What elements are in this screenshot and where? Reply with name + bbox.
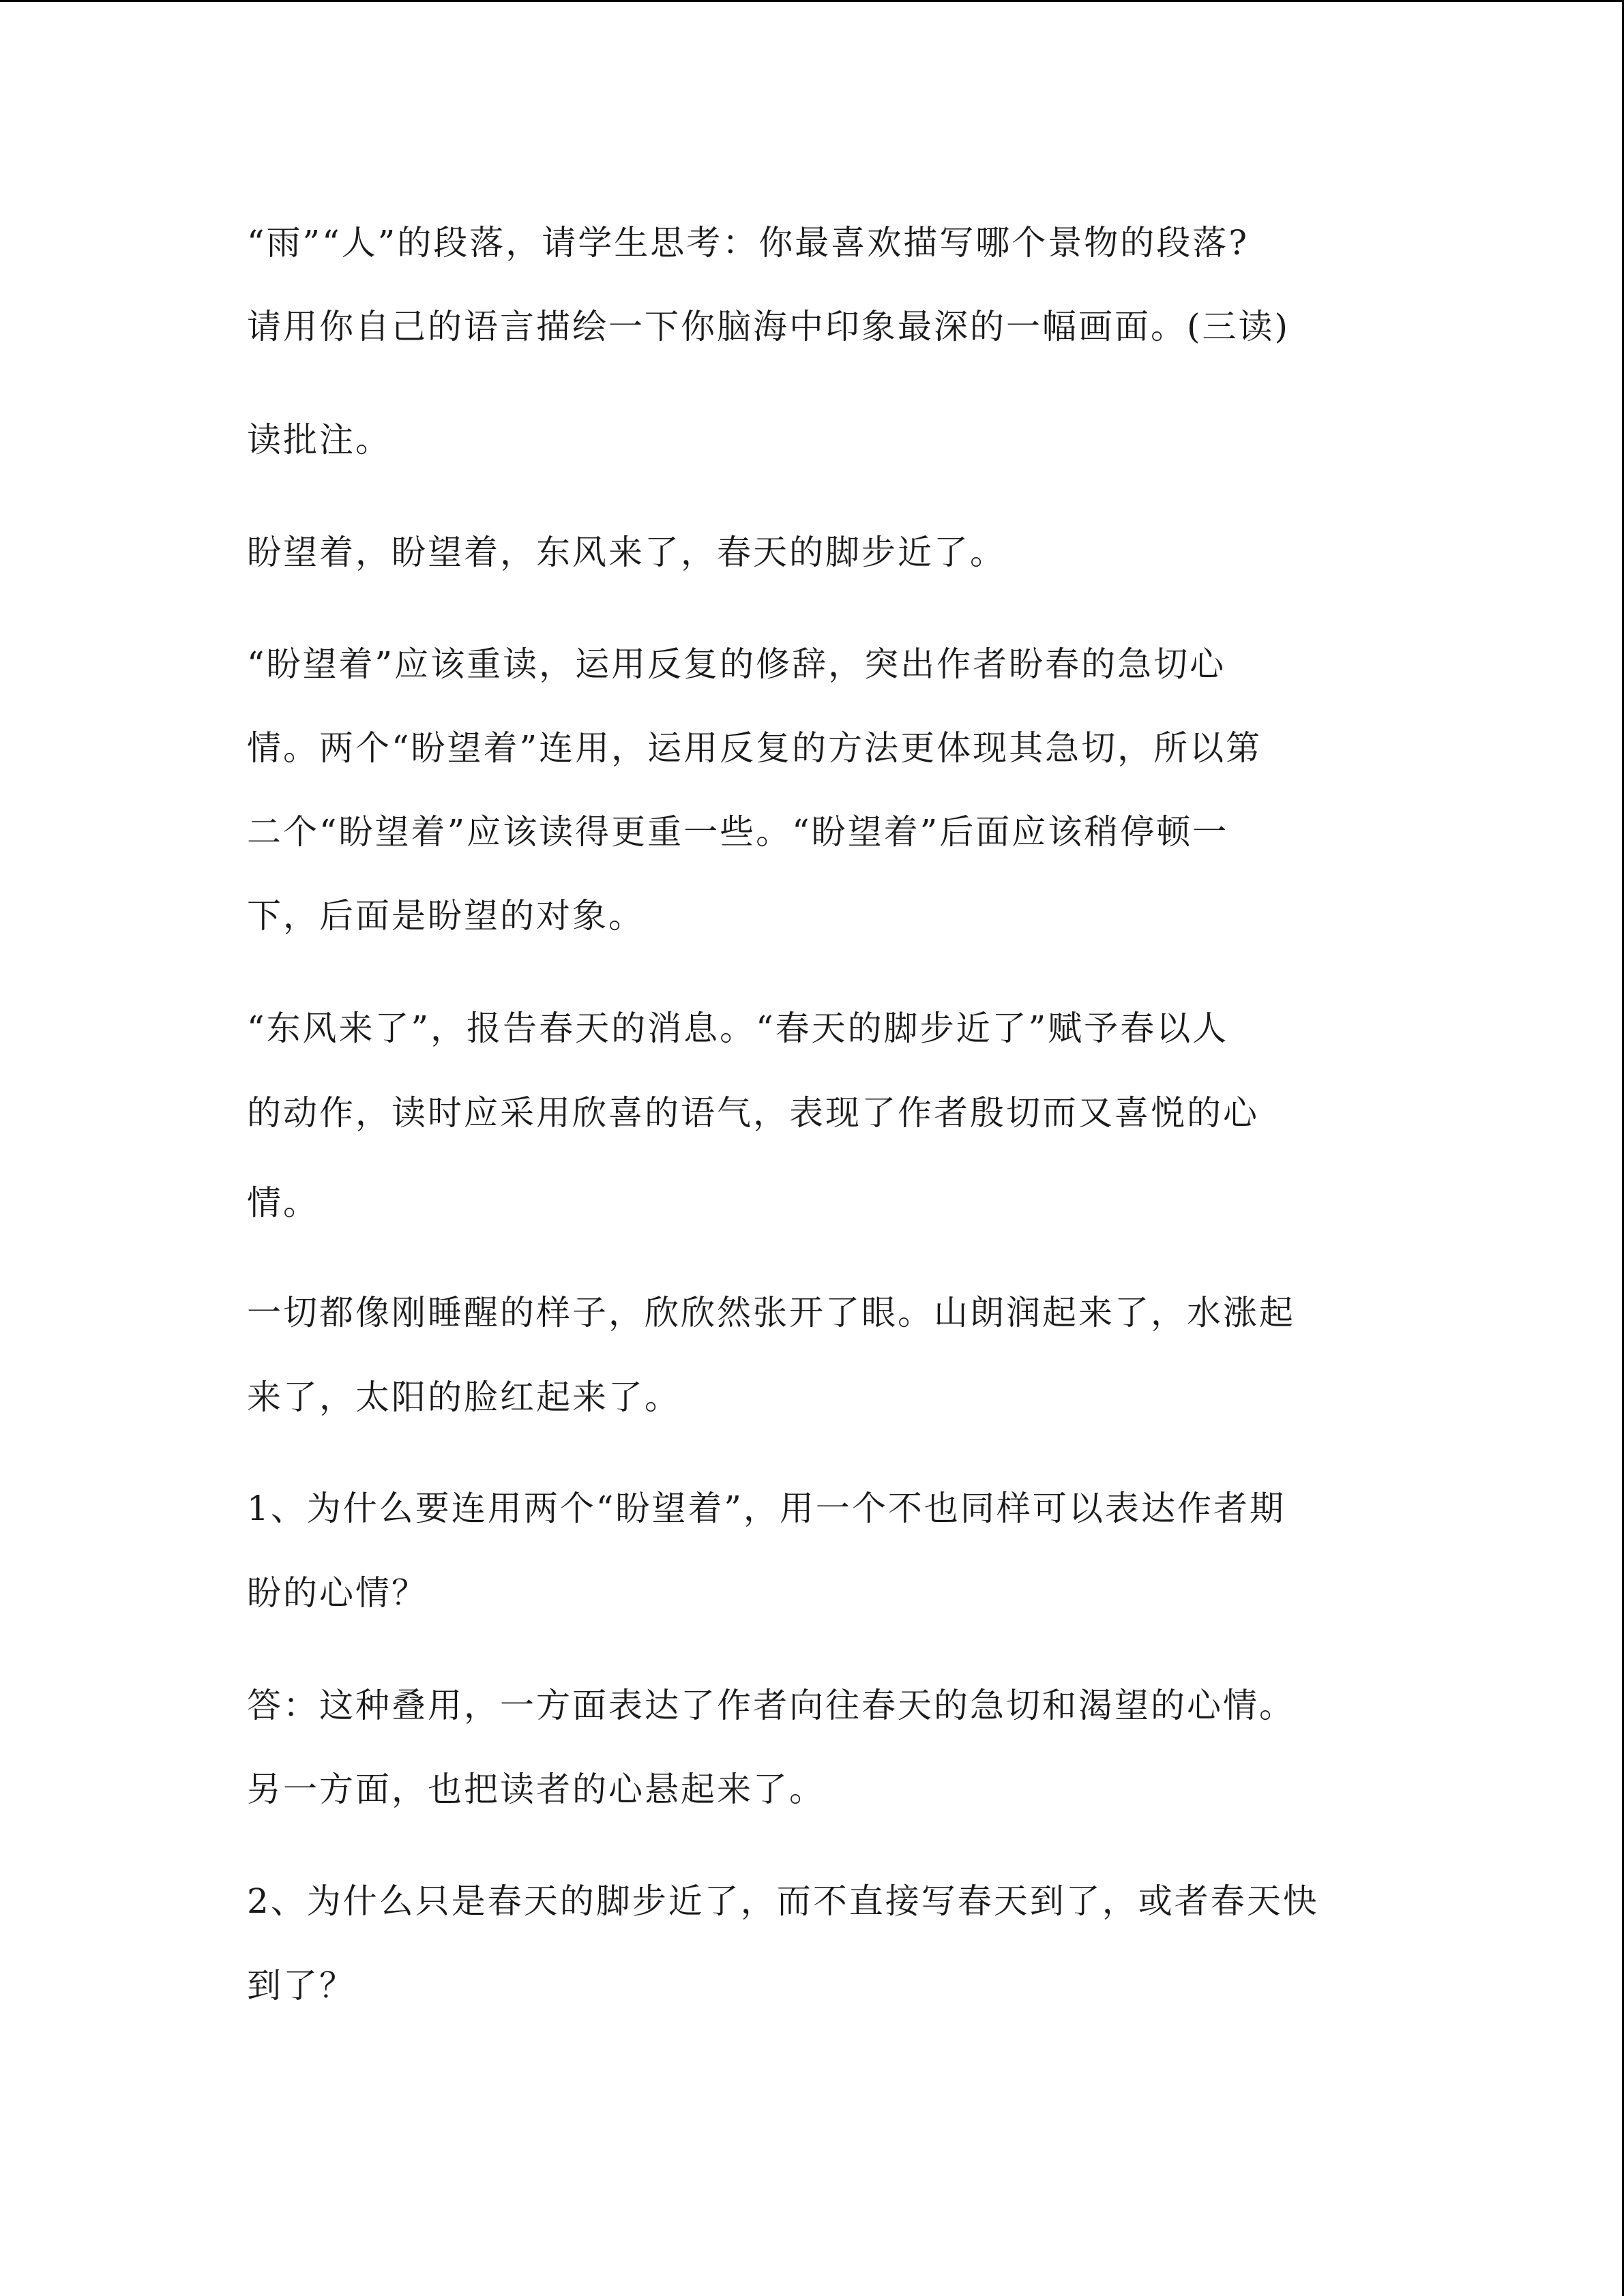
paragraph-line: 情。两个“盼望着”连用，运用反复的方法更体现其急切，所以第 (247, 728, 1263, 768)
paragraph-line: 答：这种叠用，一方面表达了作者向往春天的急切和渴望的心情。 (247, 1686, 1295, 1725)
paragraph-line: 读批注。 (247, 420, 392, 460)
paragraph-line: 盼的心情？ (247, 1573, 428, 1613)
paragraph-line: 一切都像刚睡醒的样子，欣欣然张开了眼。山朗润起来了，水涨起 (247, 1293, 1295, 1332)
paragraph-line: 下，后面是盼望的对象。 (247, 896, 645, 936)
paragraph-line: 1、为什么要连用两个“盼望着”，用一个不也同样可以表达作者期 (247, 1489, 1286, 1528)
paragraph-line: 的动作，读时应采用欣喜的语气，表现了作者殷切而又喜悦的心 (247, 1093, 1259, 1133)
paragraph-line: 请用你自己的语言描绘一下你脑海中印象最深的一幅画面。(三读) (247, 307, 1290, 346)
paragraph-line: 情。 (247, 1183, 319, 1223)
paragraph-line: 另一方面，也把读者的心悬起来了。 (247, 1770, 825, 1809)
paragraph-line: 2、为什么只是春天的脚步近了，而不直接写春天到了，或者春天快 (247, 1881, 1319, 1921)
paragraph-line: “雨”“人”的段落，请学生思考：你最喜欢描写哪个景物的段落? (247, 223, 1250, 263)
paragraph-line: 二个“盼望着”应该读得更重一些。“盼望着”后面应该稍停顿一 (247, 812, 1229, 852)
paragraph-line: 盼望着，盼望着，东风来了，春天的脚步近了。 (247, 533, 1006, 572)
paragraph-line: “盼望着”应该重读，运用反复的修辞，突出作者盼春的急切心 (247, 644, 1226, 684)
paragraph-line: 到了？ (247, 1966, 355, 2006)
paragraph-line: “东风来了”，报告春天的消息。“春天的脚步近了”赋予春以人 (247, 1009, 1229, 1048)
paragraph-line: 来了，太阳的脸红起来了。 (247, 1377, 681, 1417)
